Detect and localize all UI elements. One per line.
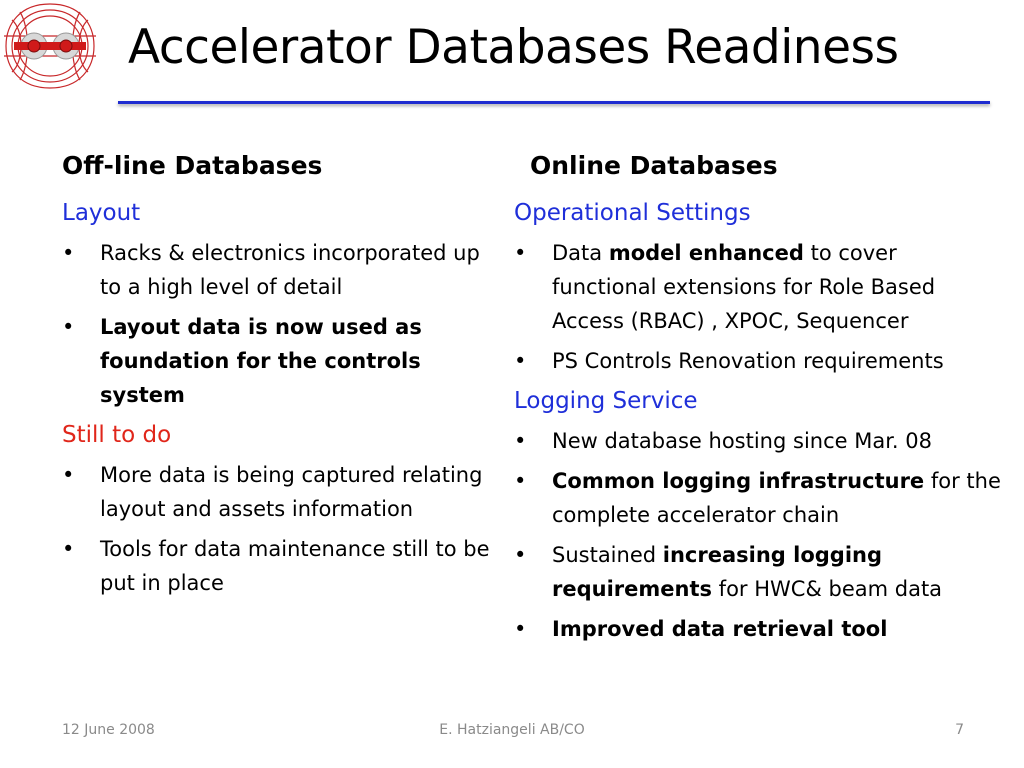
- section-title: Still to do: [62, 422, 172, 448]
- bullet-text: Sustained: [552, 543, 663, 567]
- list-item: [62, 458, 502, 526]
- offline-heading: Off-line Databases: [62, 151, 323, 180]
- page-number: 7: [955, 722, 964, 738]
- footer-date: 12 June 2008: [62, 722, 155, 738]
- list-item: [62, 532, 502, 600]
- bullet-icon: •: [514, 429, 527, 453]
- list-item: [62, 310, 502, 412]
- list-item: [514, 464, 1004, 532]
- bullet-text: Racks & electronics incorporated up to a high level of detail: [100, 241, 480, 299]
- bullet-list: [62, 458, 502, 600]
- section-title: Layout: [62, 200, 141, 226]
- bullet-list: [514, 236, 1004, 378]
- footer-author: E. Hatziangeli AB/CO: [439, 722, 585, 738]
- bullet-icon: •: [62, 241, 75, 265]
- bullet-text: to cover functional extensions for Role Based Access (RBAC) , XPOC, Sequencer: [552, 241, 936, 333]
- list-item: [514, 424, 1004, 458]
- list-item: [62, 236, 502, 304]
- lhc-logo: [0, 0, 100, 92]
- bullet-text: PS Controls Renovation requirements: [552, 349, 944, 373]
- bullet-text: increasing logging requirements: [552, 543, 882, 601]
- list-item: [514, 612, 1004, 646]
- bullet-text: Tools for data maintenance still to be put in place: [100, 537, 490, 595]
- list-item: [514, 236, 1004, 338]
- list-item: [514, 538, 1004, 606]
- offline-databases-column: [62, 148, 502, 608]
- title-underline: [118, 101, 990, 104]
- bullet-text: Common logging infrastructure: [552, 469, 925, 493]
- bullet-text: More data is being captured relating layout and assets information: [100, 463, 483, 521]
- bullet-icon: •: [514, 617, 527, 641]
- bullet-icon: •: [514, 469, 527, 493]
- bullet-icon: •: [62, 315, 75, 339]
- bullet-text: Data: [552, 241, 609, 265]
- section-title: Operational Settings: [514, 200, 751, 226]
- bullet-list: [514, 424, 1004, 646]
- bullet-text: Layout data is now used as foundation for the controls system: [100, 315, 422, 407]
- online-databases-column: [514, 148, 1004, 654]
- bullet-text: for the complete accelerator chain: [552, 469, 1001, 527]
- bullet-text: Improved data retrieval tool: [552, 617, 888, 641]
- bullet-text: model enhanced: [608, 241, 804, 265]
- list-item: [514, 344, 1004, 378]
- bullet-text: for HWC& beam data: [712, 577, 943, 601]
- bullet-icon: •: [62, 537, 75, 561]
- bullet-text: New database hosting since Mar. 08: [552, 429, 932, 453]
- bullet-icon: •: [514, 241, 527, 265]
- bullet-icon: •: [514, 349, 527, 373]
- bullet-icon: •: [514, 543, 527, 567]
- bullet-icon: •: [62, 463, 75, 487]
- section-title: Logging Service: [514, 388, 698, 414]
- slide-title: Accelerator Databases Readiness: [128, 20, 899, 75]
- online-heading: Online Databases: [530, 151, 778, 180]
- bullet-list: [62, 236, 502, 412]
